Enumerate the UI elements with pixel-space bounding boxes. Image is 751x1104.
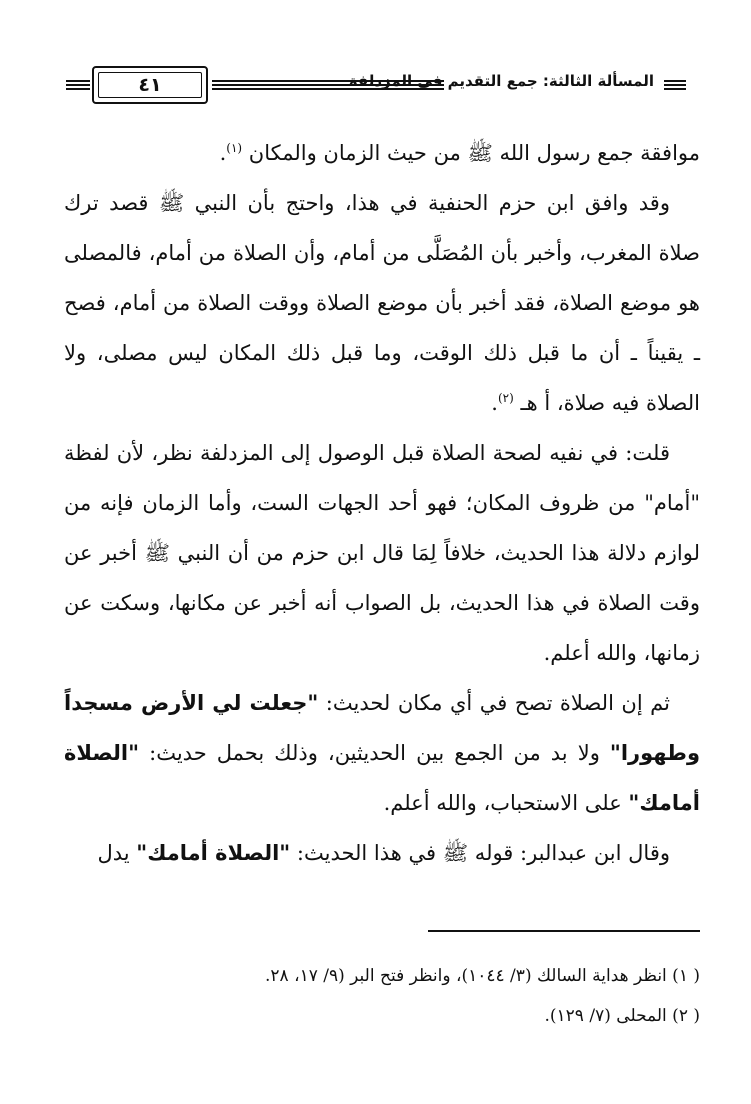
- header-rule: [66, 80, 90, 82]
- paragraph-text: ولا بد من الجمع بين الحديثين، وذلك بحمل حديث:: [139, 741, 610, 765]
- paragraph-text: يدل: [97, 841, 137, 865]
- paragraph-2: [64, 178, 700, 428]
- paragraph-3: [64, 428, 700, 678]
- paragraph-text: موافقة جمع رسول الله ﷺ من حيث الزمان والمكان: [248, 141, 700, 165]
- paragraph-text: وقال ابن عبدالبر: قوله ﷺ في هذا الحديث:: [290, 841, 670, 865]
- hadith-quote: "الصلاة أمامك": [64, 741, 700, 815]
- paragraph-text: قلت: في نفيه لصحة الصلاة قبل الوصول إلى المزدلفة نظر، لأن لفظة "أمام" من ظروف المكان؛ فهو أحد الجهات الست، وأما الزمان فإنه من لوازم دلالة هذا الحديث، خلافاً لِمَا قال ابن حزم من أن النبي ﷺ أخبر عن وقت الصلاة في هذا الحديث، بل الصواب أنه أخبر عن مكانها، وسكت عن زمانها، والله أعلم.: [64, 441, 700, 665]
- footnotes: [64, 956, 700, 1036]
- paragraph-4: [64, 678, 700, 828]
- page-header: [66, 66, 686, 108]
- footnote-1: ( ١) انظر هداية السالك (٣/ ١٠٤٤)، وانظر فتح البر (٩/ ١٧، ٢٨.: [265, 966, 700, 986]
- footnote-2: ( ٢) المحلى (٧/ ١٢٩).: [544, 1006, 700, 1026]
- page-number-frame: [92, 66, 208, 104]
- paragraph-text: ثم إن الصلاة تصح في أي مكان لحديث:: [318, 691, 670, 715]
- paragraph-text: على الاستحباب، والله أعلم.: [383, 791, 629, 815]
- main-text: [64, 128, 700, 878]
- paragraph-1: [64, 128, 700, 178]
- page-number: ٤١: [138, 74, 162, 96]
- punctuation: .: [491, 391, 498, 415]
- paragraph-5: [64, 828, 700, 878]
- header-rule: [66, 88, 90, 90]
- running-title: المسألة الثالثة: جمع التقديم في المزدلفة: [348, 72, 654, 90]
- footnote-ref-2: (٢): [497, 391, 514, 405]
- title-ornament: [664, 80, 686, 92]
- header-rule: [66, 84, 90, 86]
- hadith-quote: "جعلت لي الأرض مسجداً وطهورا": [64, 691, 700, 765]
- hadith-quote: "الصلاة أمامك": [136, 841, 291, 865]
- footnote-separator: [428, 930, 700, 932]
- footnote-ref-1: (١): [226, 141, 243, 155]
- paragraph-text: وقد وافق ابن حزم الحنفية في هذا، واحتج بأن النبي ﷺ قصد ترك صلاة المغرب، وأخبر بأن المُصَلَّى من أمام، وأن الصلاة من أمام، فالمصلى هو موضع الصلاة، فقد أخبر بأن موضع الصلاة ووقت الصلاة من أمام، فصح ـ يقيناً ـ أن ما قبل ذلك الوقت، وما قبل ذلك المكان ليس مصلى، ولا الصلاة فيه صلاة، أ هـ: [64, 191, 700, 415]
- punctuation: .: [219, 141, 227, 165]
